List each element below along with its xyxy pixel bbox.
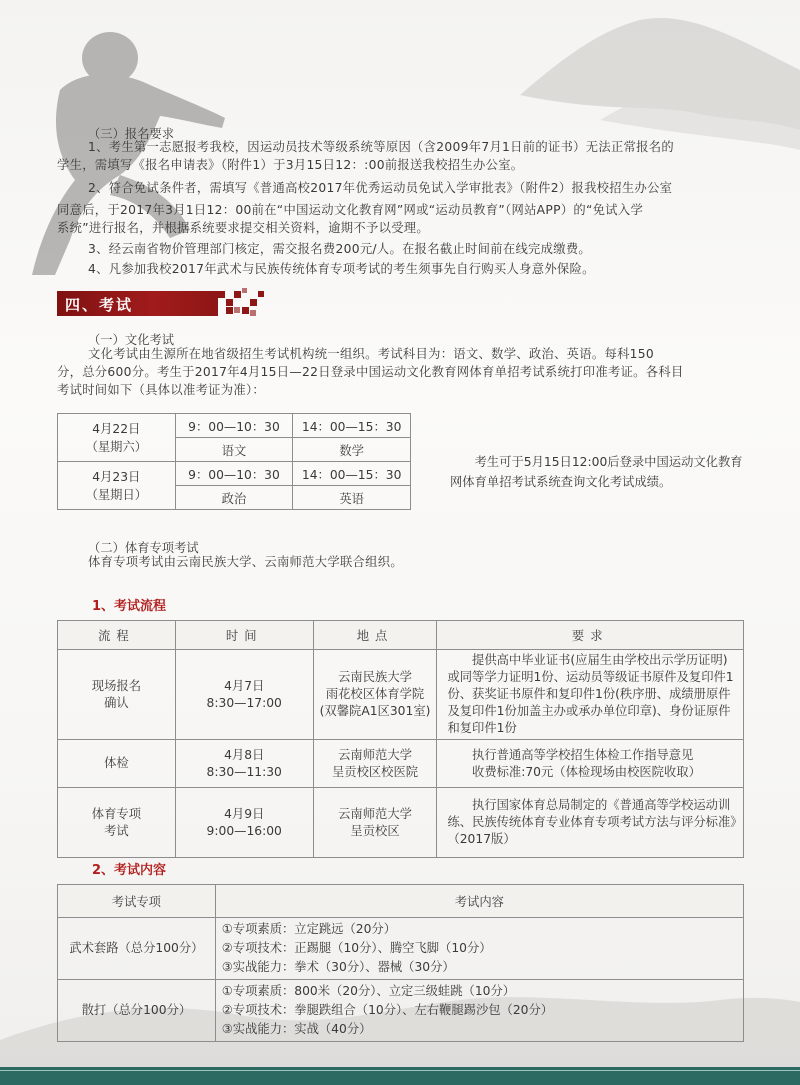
mosaic-decoration: [218, 288, 266, 318]
table-row: [58, 462, 411, 486]
process-requirement-cell: 提供高中毕业证书(应届生由学校出示学历证明)或同等学力证明1份、运动员等级证书原件及复印件1份、获奖证书原件和复印件1份(秩序册、成绩册原件及复印件1份加盖主办或承办单位印章)、身份证原件和复印件1份: [437, 650, 744, 740]
registration-heading: （三）报名要求: [88, 127, 175, 141]
table-row: [58, 980, 744, 1042]
schedule-time-pm: 14：00—15：30: [293, 414, 411, 438]
column-header: 地点: [313, 621, 437, 650]
schedule-subject-pm: 数学: [293, 438, 411, 462]
table-row: [58, 788, 744, 858]
section-title-bar: [57, 291, 218, 316]
pe-heading: （二）体育专项考试: [88, 541, 199, 555]
process-time-cell: 4月7日 8:30—17:00: [175, 650, 313, 740]
process-location-cell: 云南师范大学 呈贡校区: [313, 788, 437, 858]
event-content-cell: ①专项素质：立定跳远（20分） ②专项技术：正踢腿（10分）、腾空飞脚（10分） ③实战能力：拳术（30分）、器械（30分）: [215, 918, 743, 980]
culture-para-1a: 文化考试由生源所在地省级招生考试机构统一组织。考试科目为：语文、数学、政治、英语。每科150: [88, 347, 655, 361]
process-requirement-cell: 执行普通高等学校招生体检工作指导意见 收费标准:70元（体检现场由校医院收取）: [437, 740, 744, 788]
content-heading: 2、考试内容: [92, 863, 167, 878]
process-step-cell: 体育专项 考试: [58, 788, 176, 858]
column-header: 流程: [58, 621, 176, 650]
registration-para-4: 4、凡参加我校2017年武术与民族传统体育专项考试的考生须事先自行购买人身意外保险。: [88, 262, 595, 276]
schedule-date-cell: 4月22日 （星期六）: [58, 414, 176, 462]
process-location-cell: 云南民族大学 雨花校区体育学院 (双馨院A1区301室): [313, 650, 437, 740]
registration-para-2c: 系统”进行报名，并根据系统要求提交相关资料，逾期不予以受理。: [57, 221, 429, 235]
culture-exam-schedule-table: [57, 413, 411, 510]
column-header: 要求: [437, 621, 744, 650]
culture-heading: （一）文化考试: [88, 333, 175, 347]
section-title: 四、考试: [65, 296, 134, 314]
table-header-row: [58, 621, 744, 650]
process-requirement-cell: 执行国家体育总局制定的《普通高等学校运动训练、民族传统体育专业体育专项考试方法与评分标准》（2017版）: [437, 788, 744, 858]
registration-para-2b: 同意后，于2017年3月1日12：00前在“中国运动文化教育网”网或“运动员教育”（网站APP）的“免试入学: [57, 203, 644, 217]
culture-para-1c: 考试时间如下（具体以准考证为准）：: [57, 383, 265, 397]
column-header: 考试内容: [215, 885, 743, 918]
schedule-time-am: 9：00—10：30: [175, 462, 293, 486]
registration-para-2a: 2、符合免试条件者，需填写《普通高校2017年优秀运动员免试入学审批表》（附件2）报我校招生办公室: [88, 181, 673, 195]
process-location-cell: 云南师范大学 呈贡校区校医院: [313, 740, 437, 788]
table-row: [58, 918, 744, 980]
schedule-subject-am: 政治: [175, 486, 293, 510]
registration-para-1a: 1、考生第一志愿报考我校，因运动员技术等级系统等原因（含2009年7月1日前的证书）无法正常报名的: [88, 140, 674, 154]
schedule-subject-pm: 英语: [293, 486, 411, 510]
process-time-cell: 4月9日 9:00—16:00: [175, 788, 313, 858]
schedule-time-pm: 14：00—15：30: [293, 462, 411, 486]
event-name-cell: 散打（总分100分）: [58, 980, 216, 1042]
process-heading: 1、考试流程: [92, 599, 167, 614]
event-content-cell: ①专项素质：800米（20分）、立定三级蛙跳（10分） ②专项技术：拳腿跌组合（10分）、左右鞭腿踢沙包（20分） ③实战能力：实战（40分）: [215, 980, 743, 1042]
pe-description: 体育专项考试由云南民族大学、云南师范大学联合组织。: [88, 555, 403, 569]
schedule-time-am: 9：00—10：30: [175, 414, 293, 438]
schedule-date-cell: 4月23日 （星期日）: [58, 462, 176, 510]
bottom-band: [0, 1067, 800, 1085]
registration-para-1b: 学生，需填写《报名申请表》（附件1）于3月15日12：:00前报送我校招生办公室。: [57, 158, 524, 172]
table-header-row: [58, 885, 744, 918]
process-step-cell: 现场报名 确认: [58, 650, 176, 740]
table-row: [58, 740, 744, 788]
process-step-cell: 体检: [58, 740, 176, 788]
registration-para-3: 3、经云南省物价管理部门核定，需交报名费200元/人。在报名截止时间前在线完成缴费。: [88, 242, 592, 256]
culture-para-1b: 分，总分600分。考生于2017年4月15日—22日登录中国运动文化教育网体育单招考试系统打印准考证。各科目: [57, 365, 684, 379]
table-row: [58, 650, 744, 740]
exam-process-table: [57, 620, 744, 858]
process-time-cell: 4月8日 8:30—11:30: [175, 740, 313, 788]
table-row: [58, 414, 411, 438]
column-header: 考试专项: [58, 885, 216, 918]
event-name-cell: 武术套路（总分100分）: [58, 918, 216, 980]
schedule-subject-am: 语文: [175, 438, 293, 462]
column-header: 时间: [175, 621, 313, 650]
culture-score-note: 考生可于5月15日12:00后登录中国运动文化教育网体育单招考试系统查询文化考试成绩。: [450, 455, 743, 490]
exam-content-table: [57, 884, 744, 1042]
